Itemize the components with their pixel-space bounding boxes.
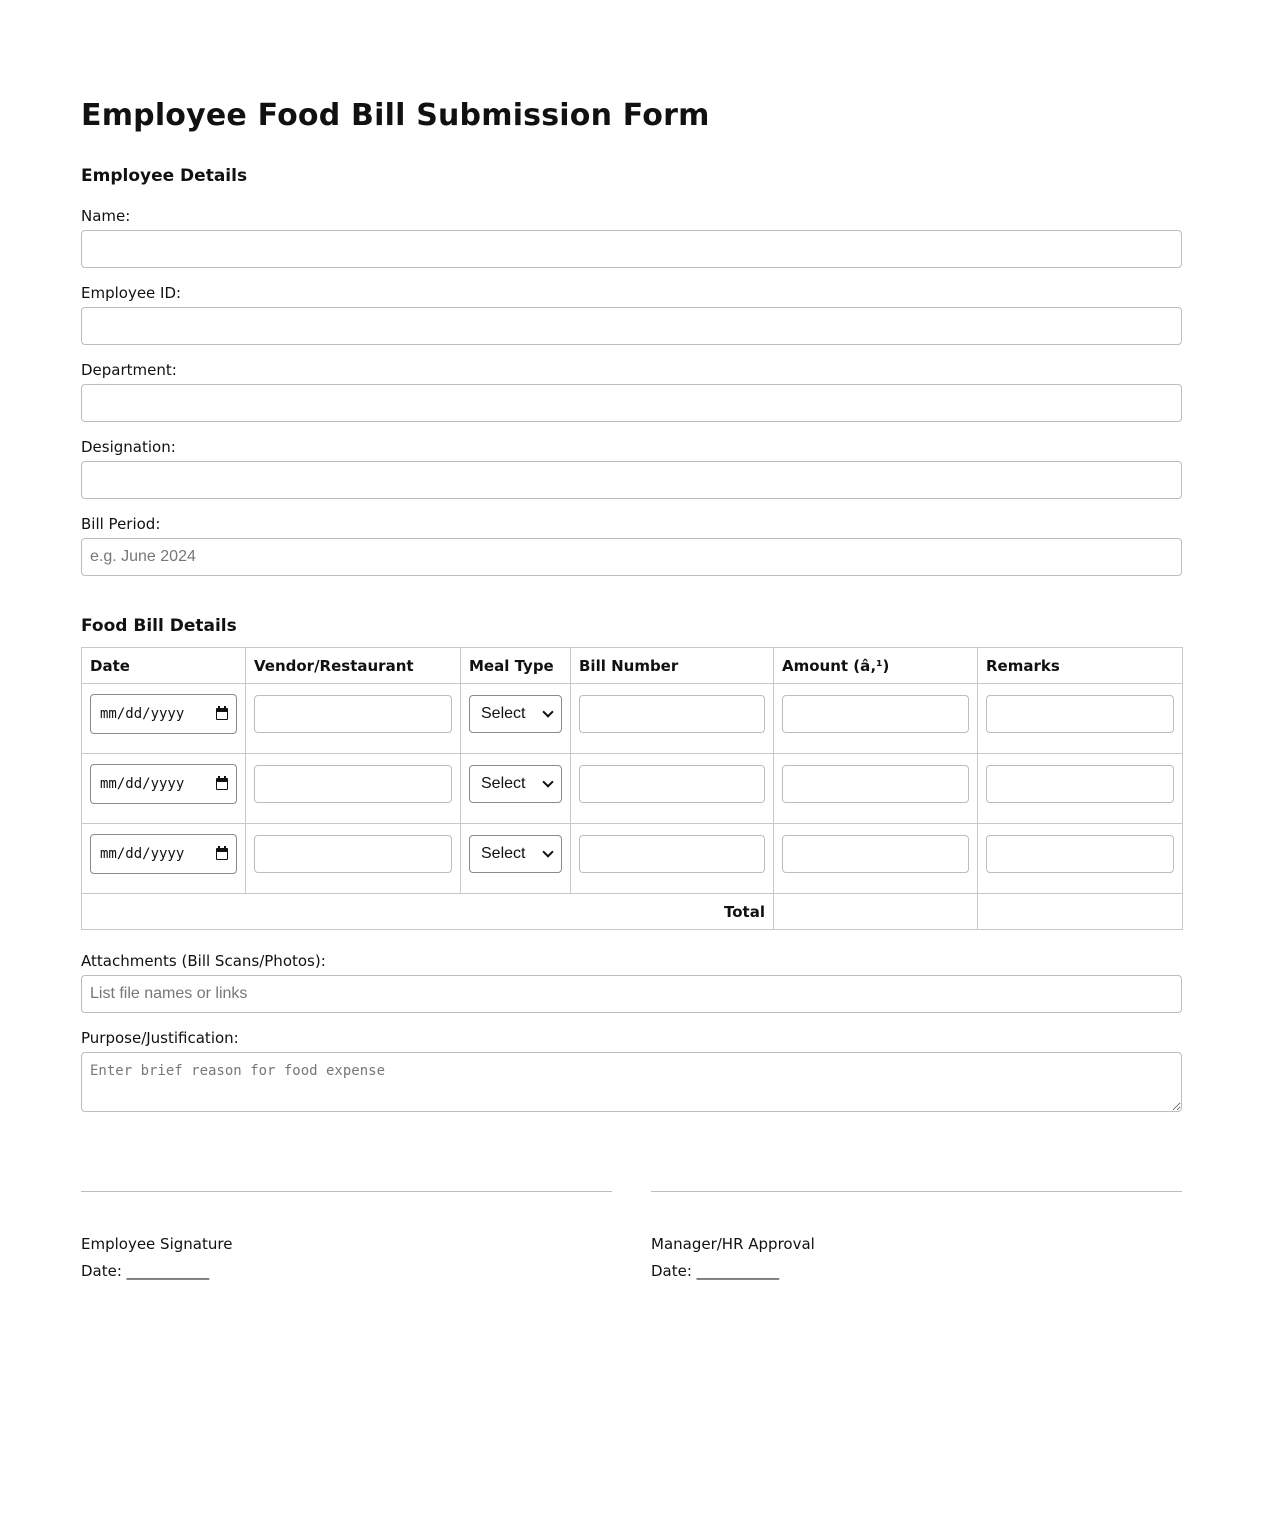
purpose-textarea[interactable] — [81, 1052, 1182, 1112]
table-header-row — [82, 648, 1183, 684]
column-header-vendor: Vendor/Restaurant — [246, 648, 461, 684]
page-title: Employee Food Bill Submission Form — [81, 98, 710, 133]
meal-type-select-value: Select — [481, 704, 526, 722]
remarks-input[interactable] — [986, 765, 1174, 803]
vendor-input[interactable] — [254, 765, 452, 803]
bill-number-input[interactable] — [579, 765, 765, 803]
vendor-input[interactable] — [254, 695, 452, 733]
employee-id-label: Employee ID: — [81, 284, 182, 302]
chevron-down-icon — [542, 846, 553, 857]
date-input-text: mm/dd/yyyy — [100, 775, 185, 792]
total-row — [82, 894, 1183, 930]
chevron-down-icon — [542, 776, 553, 787]
column-header-amount: Amount (â‚¹) — [774, 648, 978, 684]
column-header-remarks: Remarks — [978, 648, 1183, 684]
date-input-text: mm/dd/yyyy — [100, 845, 185, 862]
table-row — [82, 824, 1183, 894]
employee-signature-date: Date: ___________ — [81, 1262, 210, 1280]
employee-signature-label: Employee Signature — [81, 1235, 233, 1253]
column-header-bill-number: Bill Number — [571, 648, 774, 684]
calendar-icon[interactable] — [216, 708, 228, 720]
meal-type-select[interactable] — [469, 765, 562, 803]
food-bill-table — [81, 647, 1183, 930]
employee-details-heading: Employee Details — [81, 166, 248, 186]
meal-type-select-value: Select — [481, 844, 526, 862]
date-input[interactable] — [90, 834, 237, 874]
date-input[interactable] — [90, 764, 237, 804]
remarks-input[interactable] — [986, 695, 1174, 733]
amount-input[interactable] — [782, 695, 969, 733]
total-amount-cell — [774, 894, 978, 930]
bill-number-input[interactable] — [579, 695, 765, 733]
date-input-text: mm/dd/yyyy — [100, 705, 185, 722]
designation-input[interactable] — [81, 461, 1182, 499]
department-input[interactable] — [81, 384, 1182, 422]
chevron-down-icon — [542, 706, 553, 717]
department-label: Department: — [81, 361, 177, 379]
date-input[interactable] — [90, 694, 237, 734]
manager-approval-label: Manager/HR Approval — [651, 1235, 815, 1253]
employee-signature-line — [81, 1191, 612, 1192]
meal-type-select-value: Select — [481, 774, 526, 792]
food-bill-details-heading: Food Bill Details — [81, 616, 237, 636]
amount-input[interactable] — [782, 835, 969, 873]
total-remarks-cell — [978, 894, 1183, 930]
bill-number-input[interactable] — [579, 835, 765, 873]
name-input[interactable] — [81, 230, 1182, 268]
column-header-meal-type: Meal Type — [461, 648, 571, 684]
calendar-icon[interactable] — [216, 848, 228, 860]
bill-period-label: Bill Period: — [81, 515, 161, 533]
table-row — [82, 754, 1183, 824]
purpose-label: Purpose/Justification: — [81, 1029, 239, 1047]
designation-label: Designation: — [81, 438, 176, 456]
column-header-date: Date — [82, 648, 246, 684]
attachments-input[interactable] — [81, 975, 1182, 1013]
vendor-input[interactable] — [254, 835, 452, 873]
table-row — [82, 684, 1183, 754]
manager-approval-date: Date: ___________ — [651, 1262, 780, 1280]
attachments-label: Attachments (Bill Scans/Photos): — [81, 952, 326, 970]
employee-id-input[interactable] — [81, 307, 1182, 345]
total-label: Total — [82, 894, 774, 930]
manager-signature-line — [651, 1191, 1182, 1192]
meal-type-select[interactable] — [469, 835, 562, 873]
amount-input[interactable] — [782, 765, 969, 803]
calendar-icon[interactable] — [216, 778, 228, 790]
remarks-input[interactable] — [986, 835, 1174, 873]
bill-period-input[interactable] — [81, 538, 1182, 576]
meal-type-select[interactable] — [469, 695, 562, 733]
name-label: Name: — [81, 207, 131, 225]
